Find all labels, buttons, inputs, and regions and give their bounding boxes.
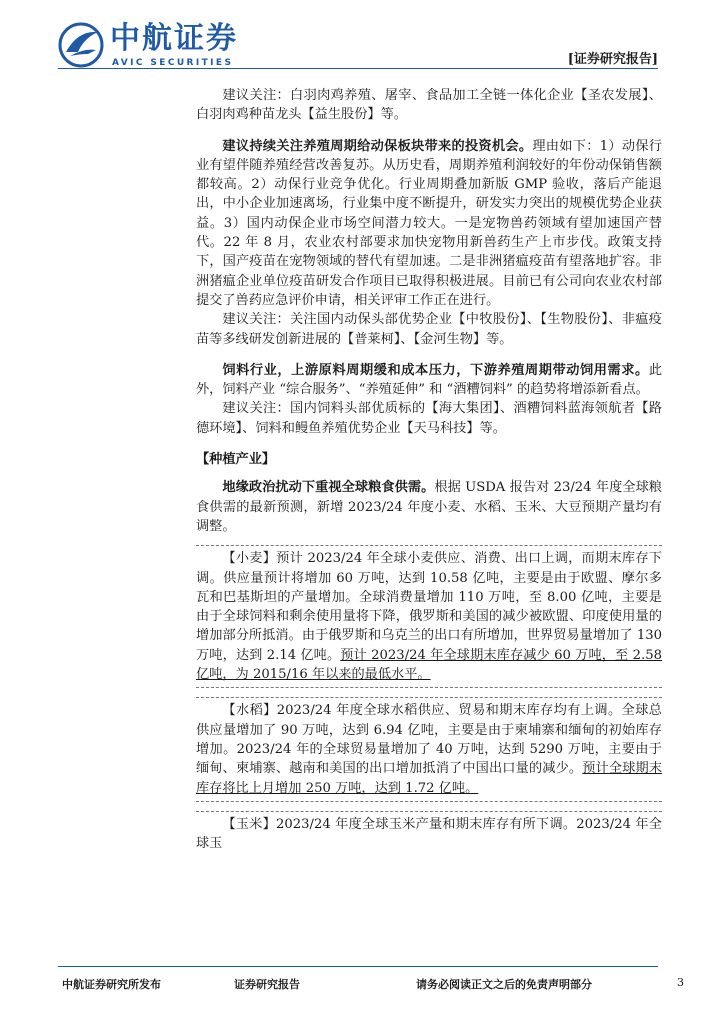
- paragraph-text: 【水稻】2023/24 年度全球水稻供应、贸易和期末库存均有上调。全球总供应量增加了 90 万吨，达到 6.94 亿吨，主要是由于柬埔寨和缅甸的初始库存增加。2023/24 年的全球贸易量增加了 40 万吨，达到 5290 万吨，主要由于缅甸、柬埔寨、越南和美国的出口增加抵消了中国出口量的减少。: [196, 703, 662, 777]
- page-header: [0, 0, 724, 78]
- footer-disclaimer: 请务必阅读正文之后的免责声明部分: [416, 978, 592, 991]
- paragraph-lead: 建议持续关注养殖周期给动保板块带来的投资机会。: [222, 138, 533, 154]
- paragraph-feed-recommendation: 建议关注：国内饲料头部优质标的【海大集团】、酒糟饲料蓝海领航者【路德环境】、饲料和鳗鱼养殖优势企业【天马科技】等。: [196, 401, 662, 436]
- underlined-text: 预计 2023/24 年全球期末库存减少 60 万吨，至 2.58 亿吨，为 2015/16 年以来的最低水平。: [196, 647, 662, 683]
- paragraph-wheat: [196, 546, 662, 687]
- footer-divider: [58, 966, 658, 967]
- avic-logo-icon: [58, 22, 104, 68]
- paragraph-feed: [196, 361, 662, 400]
- rice-box: [196, 697, 662, 801]
- wheat-box: [196, 545, 662, 688]
- header-divider: [58, 68, 658, 69]
- paragraph-text: 根据 USDA 报告对 23/24 年度全球粮食供需的最新预测，新增 2023/24 年度小麦、水稻、玉米、大豆预期产量均有调整。: [196, 480, 662, 534]
- corn-box: [196, 811, 662, 857]
- page-number: 3: [677, 976, 684, 989]
- paragraph-text: 理由如下：1）动保行业有望伴随养殖经营改善复苏。从历史看，周期养殖利润较好的年份动保销售额都较高。2）动保行业竞争优化。行业周期叠加新版 GMP 验收，落后产能退出，中小企业加速离场，行业集中度不断提升，研发实力突出的规模优势企业获益。3）国内动保企业市场空间潜力较大。一是宠物兽药领域有望加速国产替代。22 年 8 月，农业农村部要求加快宠物用新兽药生产上市步伐。政策支持下，国产疫苗在宠物领域的替代有望加速。二是非洲猪瘟疫苗有望落地扩容。非洲猪瘟企业单位疫苗研发合作项目已取得积极进展。目前已有公司向农业农村部提交了兽药应急评价申请，相关评审工作正在进行。: [196, 138, 662, 308]
- paragraph-lead: 地缘政治扰动下重视全球粮食供需。: [222, 480, 435, 496]
- paragraph-animal-health: [196, 137, 662, 311]
- brand-name-cn: 中航证券: [110, 21, 238, 56]
- paragraph-corn: 【玉米】2023/24 年度全球玉米产量和期末库存有所下调。2023/24 年全球玉: [196, 816, 662, 852]
- page-footer: [58, 966, 684, 996]
- paragraph-broiler-recommendation: 建议关注：白羽肉鸡养殖、屠宰、食品加工全链一体化企业【圣农发展】、白羽肉鸡种苗龙头【益生股份】等。: [196, 88, 662, 123]
- paragraph-rice: [196, 698, 662, 800]
- paragraph-grain: [196, 478, 662, 536]
- section-title: 【种植产业】: [196, 452, 276, 468]
- report-body: [196, 86, 662, 856]
- paragraph-lead: 饲料行业，上游原料周期缓和成本压力，下游养殖周期带动饲用需求。: [222, 362, 649, 378]
- paragraph-text: 此外，饲料产业 “综合服务”、“养殖延伸” 和 “酒糟饲料” 的趋势将增添新看点。: [196, 362, 662, 398]
- footer-publisher: 中航证券研究所发布: [62, 978, 161, 991]
- paragraph-text: 【小麦】预计 2023/24 年全球小麦供应、消费、出口上调，而期末库存下调。供应量预计将增加 60 万吨，达到 10.58 亿吨，主要是由于欧盟、摩尔多瓦和巴基斯坦的产量增加。全球消费量增加 110 万吨，至 8.00 亿吨，主要是由于全球饲料和剩余使用量将下降，俄罗斯和美国的减少被欧盟、印度使用量的增加部分所抵消。由于俄罗斯和乌克兰的出口有所增加，世界贸易量增加了 130 万吨，达到 2.14 亿吨。: [196, 551, 662, 663]
- footer-report-type: 证券研究报告: [234, 978, 300, 991]
- paragraph-animal-health-recommendation: 建议关注：关注国内动保头部优势企业【中牧股份】、【生物股份】、非瘟疫苗等多线研发创新进展的【普莱柯】、【金河生物】等。: [196, 312, 662, 347]
- brand-name-en: AVIC SECURITIES: [112, 58, 234, 68]
- underlined-text: 预计全球期末库存将比上月增加 250 万吨，达到 1.72 亿吨。: [196, 761, 663, 796]
- report-type-tag: [证券研究报告]: [567, 52, 658, 67]
